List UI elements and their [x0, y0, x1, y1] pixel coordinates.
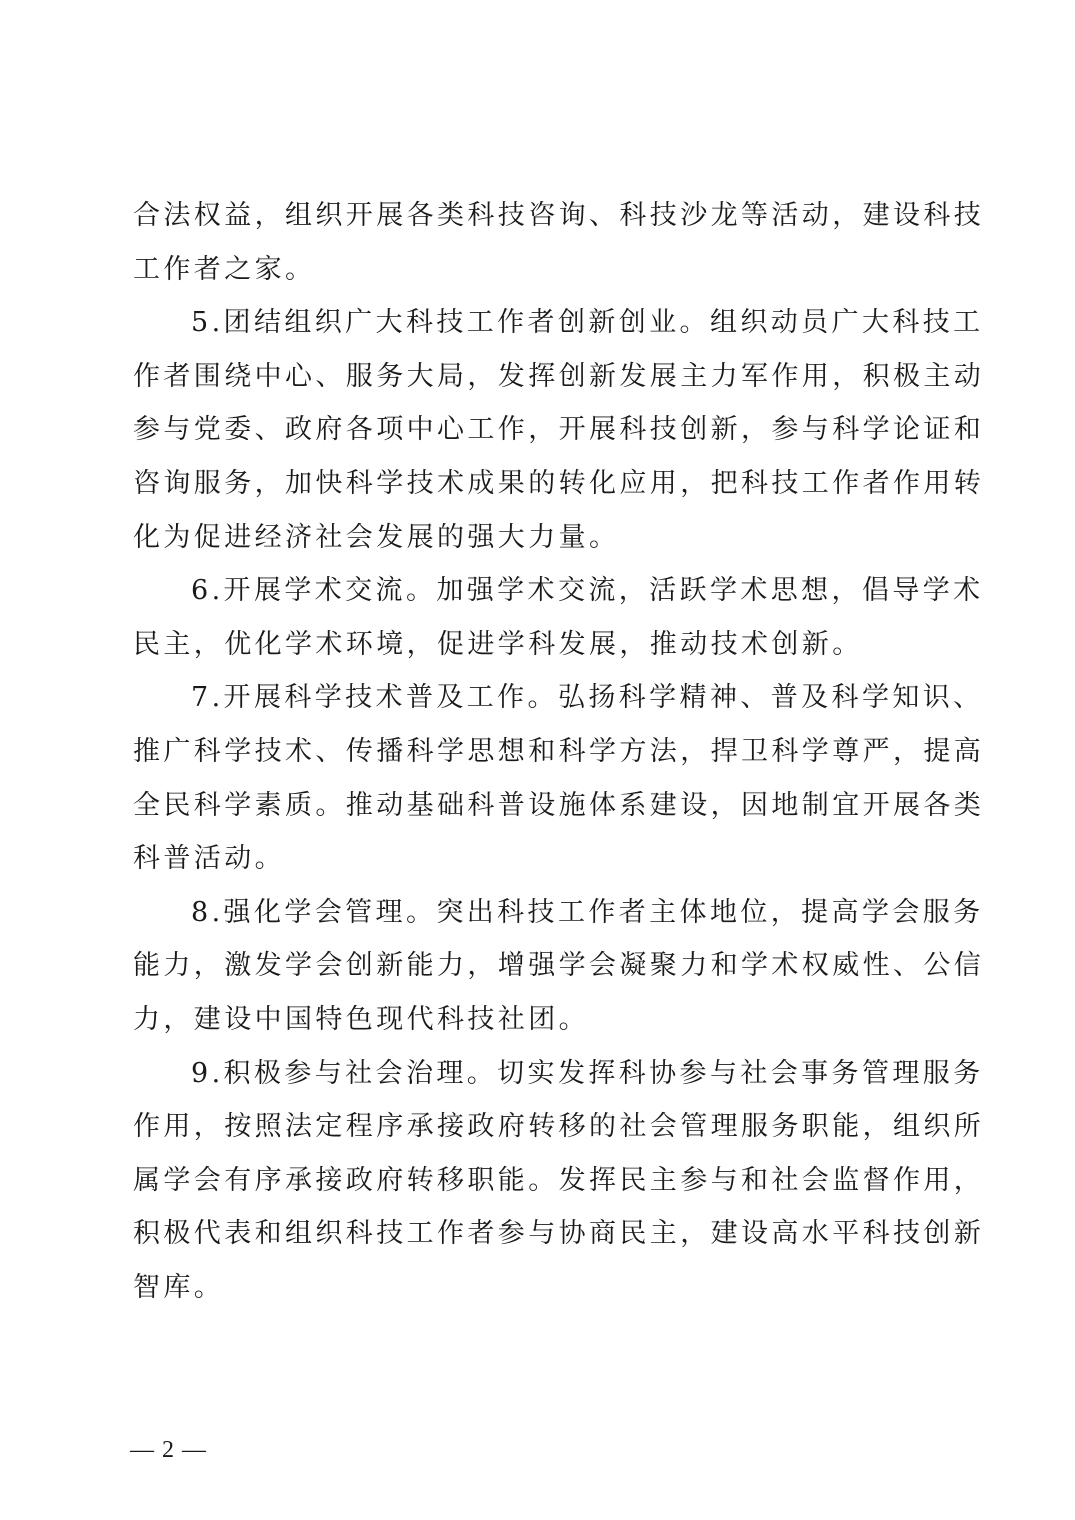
paragraph — [133, 1047, 985, 1315]
document-body — [133, 189, 985, 1314]
text-line: 5.团结组织广大科技工作者创新创业。组织动员广大科技工 — [191, 307, 984, 339]
text-line: 智库。 — [133, 1271, 225, 1303]
text-line: 推广科学技术、传播科学思想和科学方法，捍卫科学尊严，提高 — [133, 735, 985, 767]
page-number: — 2 — — [130, 1437, 207, 1463]
paragraph — [133, 886, 985, 1047]
text-line: 参与党委、政府各项中心工作，开展科技创新，参与科学论证和 — [133, 414, 985, 446]
text-line: 民主，优化学术环境，促进学科发展，推动技术创新。 — [133, 628, 863, 660]
text-line: 科普活动。 — [133, 843, 285, 875]
paragraph — [133, 189, 985, 296]
text-line: 工作者之家。 — [133, 253, 316, 285]
text-line: 合法权益，组织开展各类科技咨询、科技沙龙等活动，建设科技 — [133, 200, 985, 231]
text-line: 全民科学素质。推动基础科普设施体系建设，因地制宜开展各类 — [133, 789, 985, 821]
text-line: 作用，按照法定程序承接政府转移的社会管理服务职能，组织所 — [133, 1111, 985, 1143]
text-line: 属学会有序承接政府转移职能。发挥民主参与和社会监督作用， — [133, 1164, 985, 1196]
text-line: 能力，激发学会创新能力，增强学会凝聚力和学术权威性、公信 — [133, 950, 985, 982]
text-line: 9.积极参与社会治理。切实发挥科协参与社会事务管理服务 — [191, 1057, 984, 1089]
text-line: 化为促进经济社会发展的强大力量。 — [133, 521, 620, 553]
paragraph — [133, 564, 984, 671]
text-line: 咨询服务，加快科学技术成果的转化应用，把科技工作者作用转 — [133, 467, 985, 499]
text-line: 积极代表和组织科技工作者参与协商民主，建设高水平科技创新 — [133, 1218, 985, 1250]
text-line: 7.开展科学技术普及工作。弘扬科学精神、普及科学知识、 — [191, 682, 984, 714]
paragraph — [133, 296, 985, 564]
text-line: 力，建设中国特色现代科技社团。 — [133, 1003, 589, 1035]
text-line: 8.强化学会管理。突出科技工作者主体地位，提高学会服务 — [191, 896, 984, 928]
text-line: 作者围绕中心、服务大局，发挥创新发展主力军作用，积极主动 — [133, 360, 985, 392]
text-line: 6.开展学术交流。加强学术交流，活跃学术思想，倡导学术 — [191, 575, 984, 607]
paragraph — [133, 671, 985, 885]
